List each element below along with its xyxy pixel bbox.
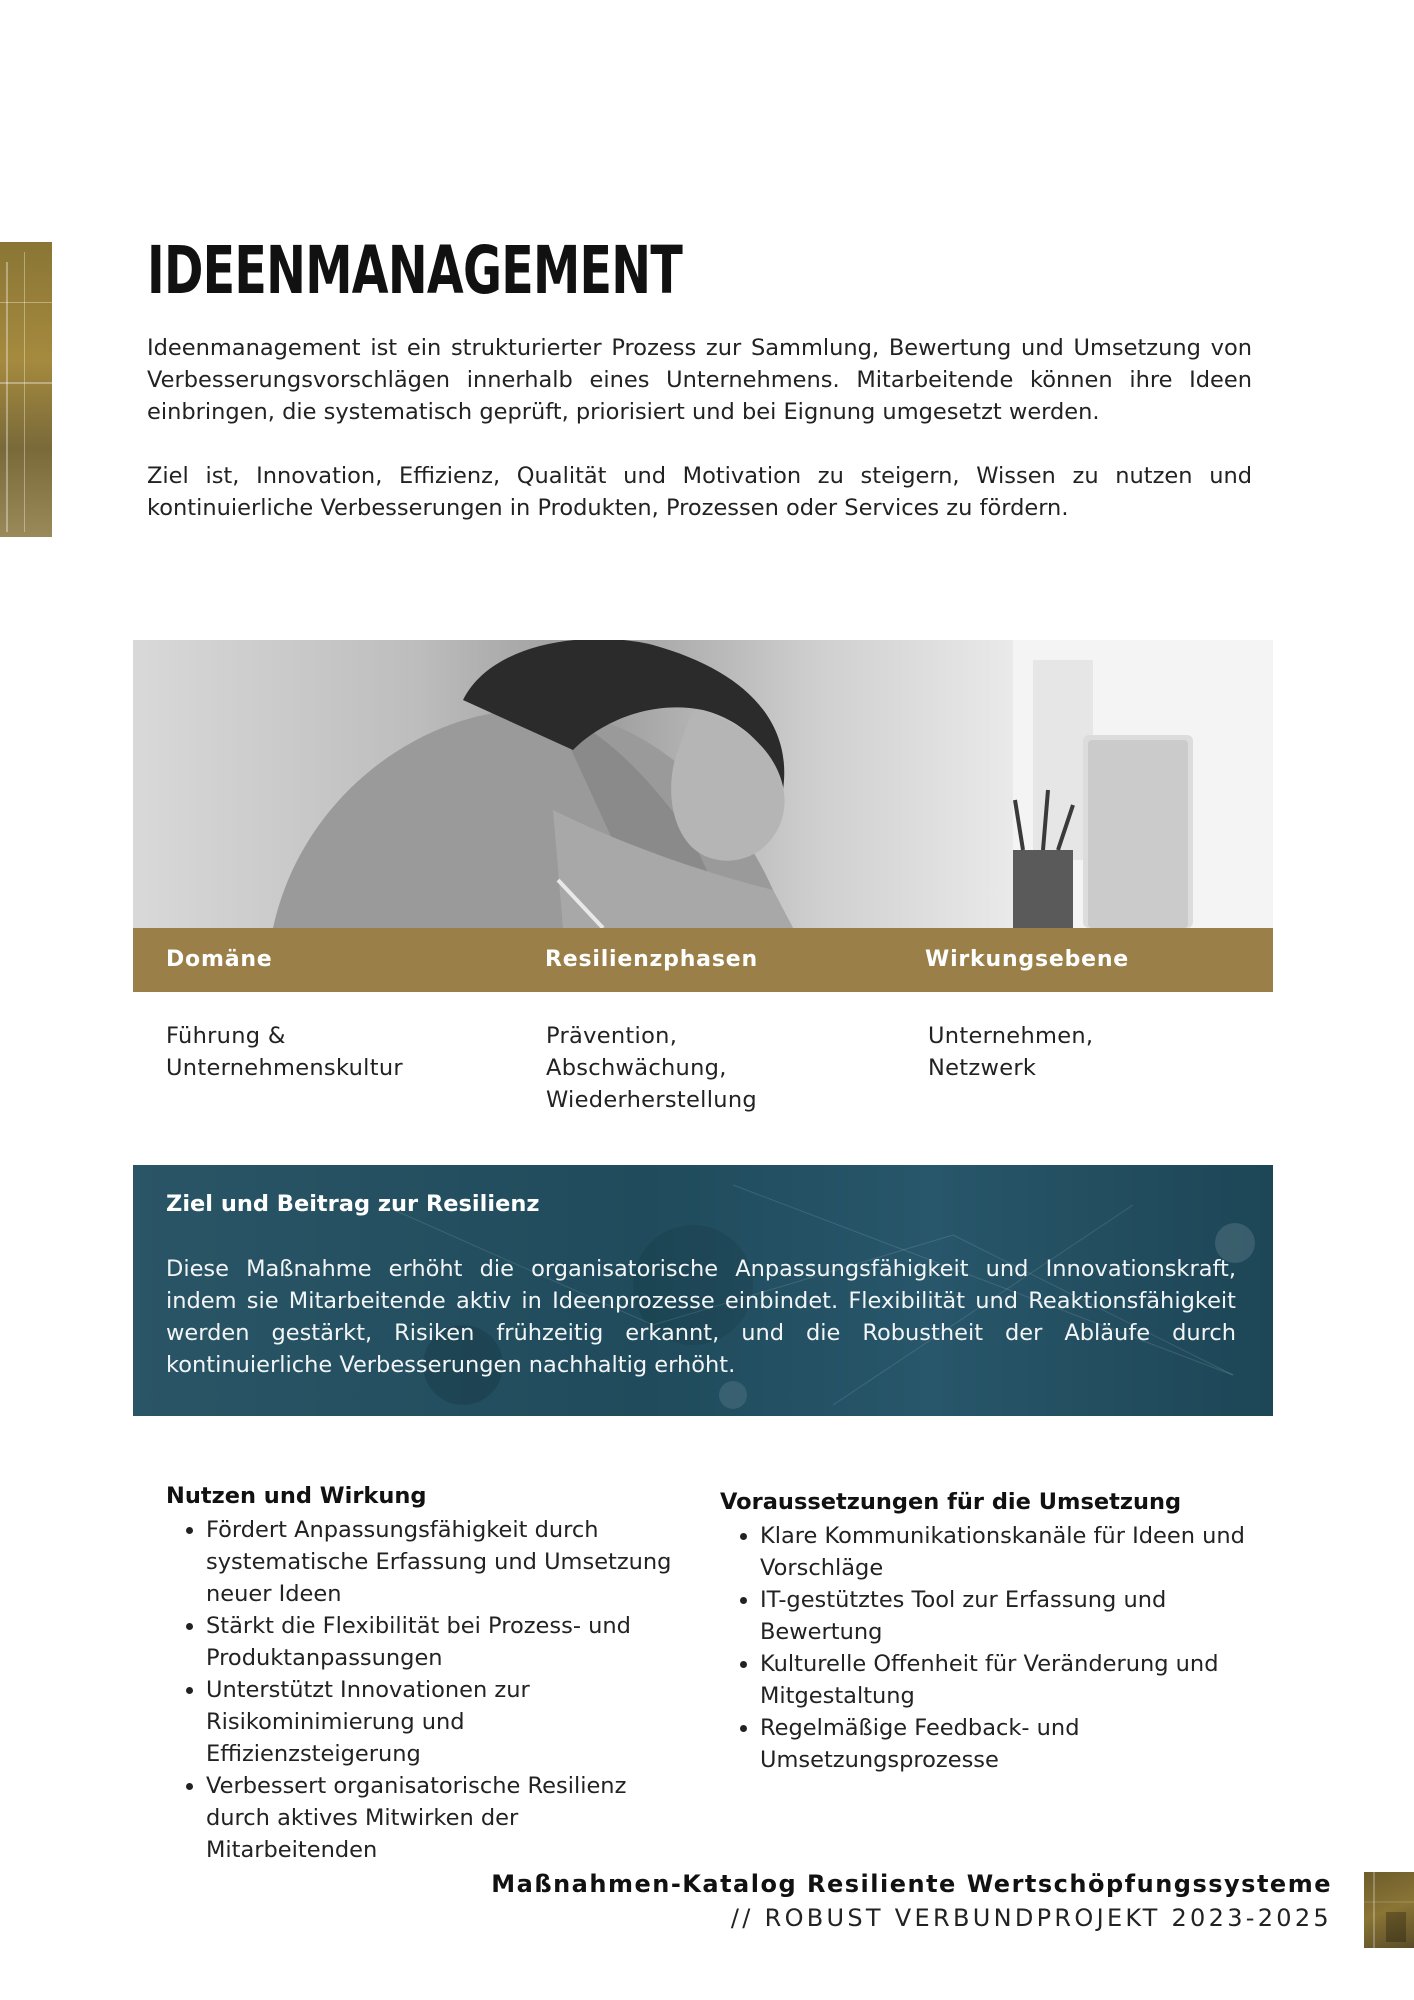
benefits-list — [166, 1514, 676, 1866]
list-item: • Klare Kommunikationskanäle für Ideen und Vorschläge — [760, 1520, 1250, 1584]
list-item: • Kulturelle Offenheit für Veränderung und Mitgestaltung — [760, 1648, 1250, 1712]
label-resilienzphasen: Resilienzphasen — [545, 947, 758, 972]
footer-title: Maßnahmen-Katalog Resiliente Wertschöpfungssysteme — [491, 1870, 1332, 1898]
benefits-section — [166, 1480, 676, 1866]
list-item: • Stärkt die Flexibilität bei Prozess- und Produktanpassungen — [206, 1610, 676, 1674]
list-item: • Regelmäßige Feedback- und Umsetzungsprozesse — [760, 1712, 1250, 1776]
label-domaene: Domäne — [166, 947, 273, 972]
factory-thumbnail-icon — [1364, 1872, 1414, 1948]
benefits-heading: Nutzen und Wirkung — [166, 1483, 427, 1509]
value-wirkungsebene: Unternehmen, Netzwerk — [928, 1023, 1094, 1081]
person-writing-photo-icon — [133, 640, 1273, 928]
intro-paragraph-2: Ziel ist, Innovation, Effizienz, Qualität und Motivation zu steigern, Wissen zu nutzen und kontinuierliche Verbesserungen in Produkten, Prozessen oder Services zu fördern. — [147, 463, 1252, 521]
list-item: • Unterstützt Innovationen zur Risikominimierung und Effizienzsteigerung — [206, 1674, 676, 1770]
list-item: • Verbessert organisatorische Resilienz durch aktives Mitwirken der Mitarbeitenden — [206, 1770, 676, 1866]
requirements-heading: Voraussetzungen für die Umsetzung — [720, 1489, 1182, 1515]
intro-paragraph-1: Ideenmanagement ist ein strukturierter Prozess zur Sammlung, Bewertung und Umsetzung von Verbesserungsvorschlägen innerhalb eines Unternehmens. Mitarbeitende können ihre Ideen einbringen, die systematisch geprüft, priorisiert und bei Eignung umgesetzt werden. — [147, 335, 1252, 425]
hero-photo — [133, 640, 1273, 928]
list-item: • Fördert Anpassungsfähigkeit durch systematische Erfassung und Umsetzung neuer Ideen — [206, 1514, 676, 1610]
footer-thumbnail — [1364, 1872, 1414, 1948]
list-item: • IT-gestütztes Tool zur Erfassung und Bewertung — [760, 1584, 1250, 1648]
requirements-section — [720, 1486, 1250, 1776]
intro-text — [147, 332, 1252, 556]
value-resilienzphasen: Prävention, Abschwächung, Wiederherstellung — [546, 1023, 757, 1113]
page-title: IDEENMANAGEMENT — [147, 232, 683, 309]
resilience-box — [133, 1165, 1273, 1416]
side-decoration-strip — [0, 242, 52, 537]
resilience-heading: Ziel und Beitrag zur Resilienz — [166, 1191, 540, 1217]
resilience-text: Diese Maßnahme erhöht die organisatorische Anpassungsfähigkeit und Innovationskraft, indem sie Mitarbeitende aktiv in Ideenprozesse einbindet. Flexibilität und Reaktionsfähigkeit werden gestärkt, Risiken frühzeitig erkannt, und die Robustheit der Abläufe durch kontinuierliche Verbesserungen nachhaltig erhöht. — [166, 1256, 1236, 1378]
footer-subtitle: // ROBUST VERBUNDPROJEKT 2023-2025 — [730, 1904, 1332, 1932]
requirements-list — [720, 1520, 1250, 1776]
value-domaene: Führung & Unternehmenskultur — [166, 1023, 403, 1081]
classification-header-band — [133, 928, 1273, 992]
label-wirkungsebene: Wirkungsebene — [925, 947, 1130, 972]
